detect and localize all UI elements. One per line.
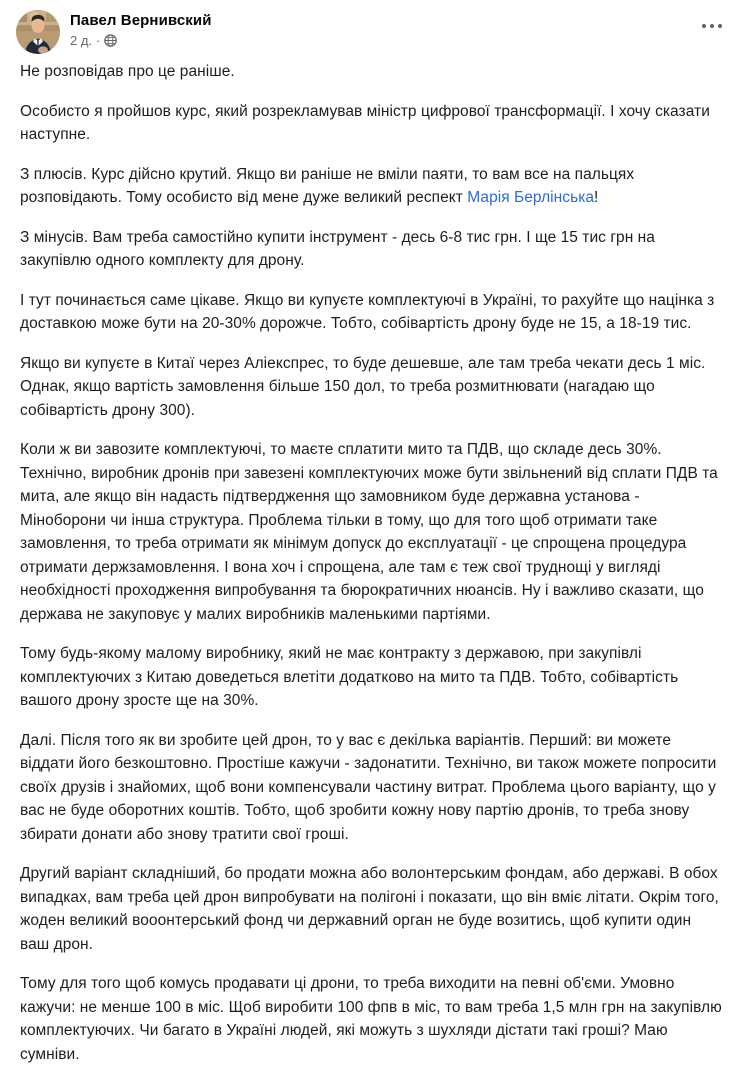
author-name[interactable]: Павел Вернивский xyxy=(70,12,212,29)
globe-icon[interactable] xyxy=(104,34,117,47)
post-paragraph: І тут починається саме цікаве. Якщо ви купуєте комплектуючі в Україні, то рахуйте що націнка з доставкою може бути на 20-30% дорожче. Тобто, собівартість дрону буде не 15, а 18-19 тис. xyxy=(20,291,715,332)
post-meta xyxy=(70,32,212,49)
mention-link[interactable]: Марія Берлінська xyxy=(467,189,595,206)
post-paragraph: Не розповідав про це раніше. xyxy=(20,63,235,80)
post-paragraph-with-link xyxy=(20,163,724,210)
post-timestamp[interactable]: 2 д. xyxy=(70,33,93,48)
post-paragraph: Далі. Після того як ви зробите цей дрон, то у вас є декілька варіантів. Перший: ви можете віддати його безкоштовно. Простіше кажучи - задонатити. Технічно, ви також можете попросити своїх друзів і знайомих, щоб вони компенсували частину витрат. Проблема цього варіанту, що у вас не буде оборотних коштів. Тобто, щоб зробити кожну нову партію дронів, то треба знову збирати донати або знову тратити свої гроші. xyxy=(20,731,717,843)
paragraph-text-after-link: ! xyxy=(594,189,599,206)
post-paragraph: Якщо ви купуєте в Китаї через Аліекспрес, то буде дешевше, але там треба чекати десь 1 міс. Однак, якщо вартість замовлення більше 150 дол, то треба розмитнювати (нагадаю що собівартість дрону 300). xyxy=(20,354,706,419)
post-paragraph: Коли ж ви завозите комплектуючі, то маєте сплатити мито та ПДВ, що складе десь 30%. Технічно, виробник дронів при завезені комплектуючих може бути звільнений від сплати ПДВ та мита, але якщо він надасть підтвердження що замовником буде державна установа - Міноборони чи інша структура. Проблема тільки в тому, що для того щоб отримати таке замовлення, то треба отримати як мінімум допуск до експлуатації - це спрощена процедура отримати держзамовлення. І вона хоч і спрощена, але там є теж свої труднощі у вигляді необхідності проходження випробування та бюрократичних нюансів. Ну і важливо сказати, що держава не закуповує у малих виробників маленькими партіями. xyxy=(20,441,718,623)
post-paragraph: Другий варіант складніший, бо продати можна або волонтерським фондам, або державі. В обох випадках, вам треба цей дрон випробувати на полігоні і показати, що він вміє літати. Окрім того, жоден великий вооонтерський фонд чи державний орган не буде возитись, щоб купити один ваш дрон. xyxy=(20,865,719,953)
post-body xyxy=(0,54,740,1066)
menu-dot xyxy=(718,24,722,28)
post-header xyxy=(0,0,740,54)
menu-dot xyxy=(710,24,714,28)
menu-dot xyxy=(702,24,706,28)
avatar[interactable] xyxy=(16,10,60,54)
post-paragraph: Тому для того щоб комусь продавати ці дрони, то треба виходити на певні об'єми. Умовно кажучи: не менше 100 в міс. Щоб виробити 100 фпв в міс, то вам треба 1,5 млн грн на закупівлю комплектуючих. Чи багато в Україні людей, які можуть з шухляди дістати такі гроші? Маю сумніви. xyxy=(20,975,722,1063)
post-paragraph: Особисто я пройшов курс, який розрекламував міністр цифрової трансформації. І хочу сказати наступне. xyxy=(20,102,710,143)
ellipsis-horizontal-icon[interactable] xyxy=(698,20,726,32)
post-paragraph: З мінусів. Вам треба самостійно купити інструмент - десь 6-8 тис грн. І ще 15 тис грн на закупівлю одного комплекту для дрону. xyxy=(20,228,655,269)
paragraph-text-before-link: З плюсів. Курс дійсно крутий. Якщо ви раніше не вміли паяти, то вам все на пальцях розповідають. Тому особисто від мене дуже великий респект xyxy=(20,165,635,206)
meta-separator: · xyxy=(96,33,101,48)
post-paragraph: Тому будь-якому малому виробнику, який не має контракту з державою, при закупівлі комплектуючих з Китаю доведеться влетіти додатково на мито та ПДВ. Тобто, собівартість вашого дрону зросте ще на 30%. xyxy=(20,645,679,709)
user-avatar-photo xyxy=(16,10,60,54)
post-header-text xyxy=(70,10,212,49)
